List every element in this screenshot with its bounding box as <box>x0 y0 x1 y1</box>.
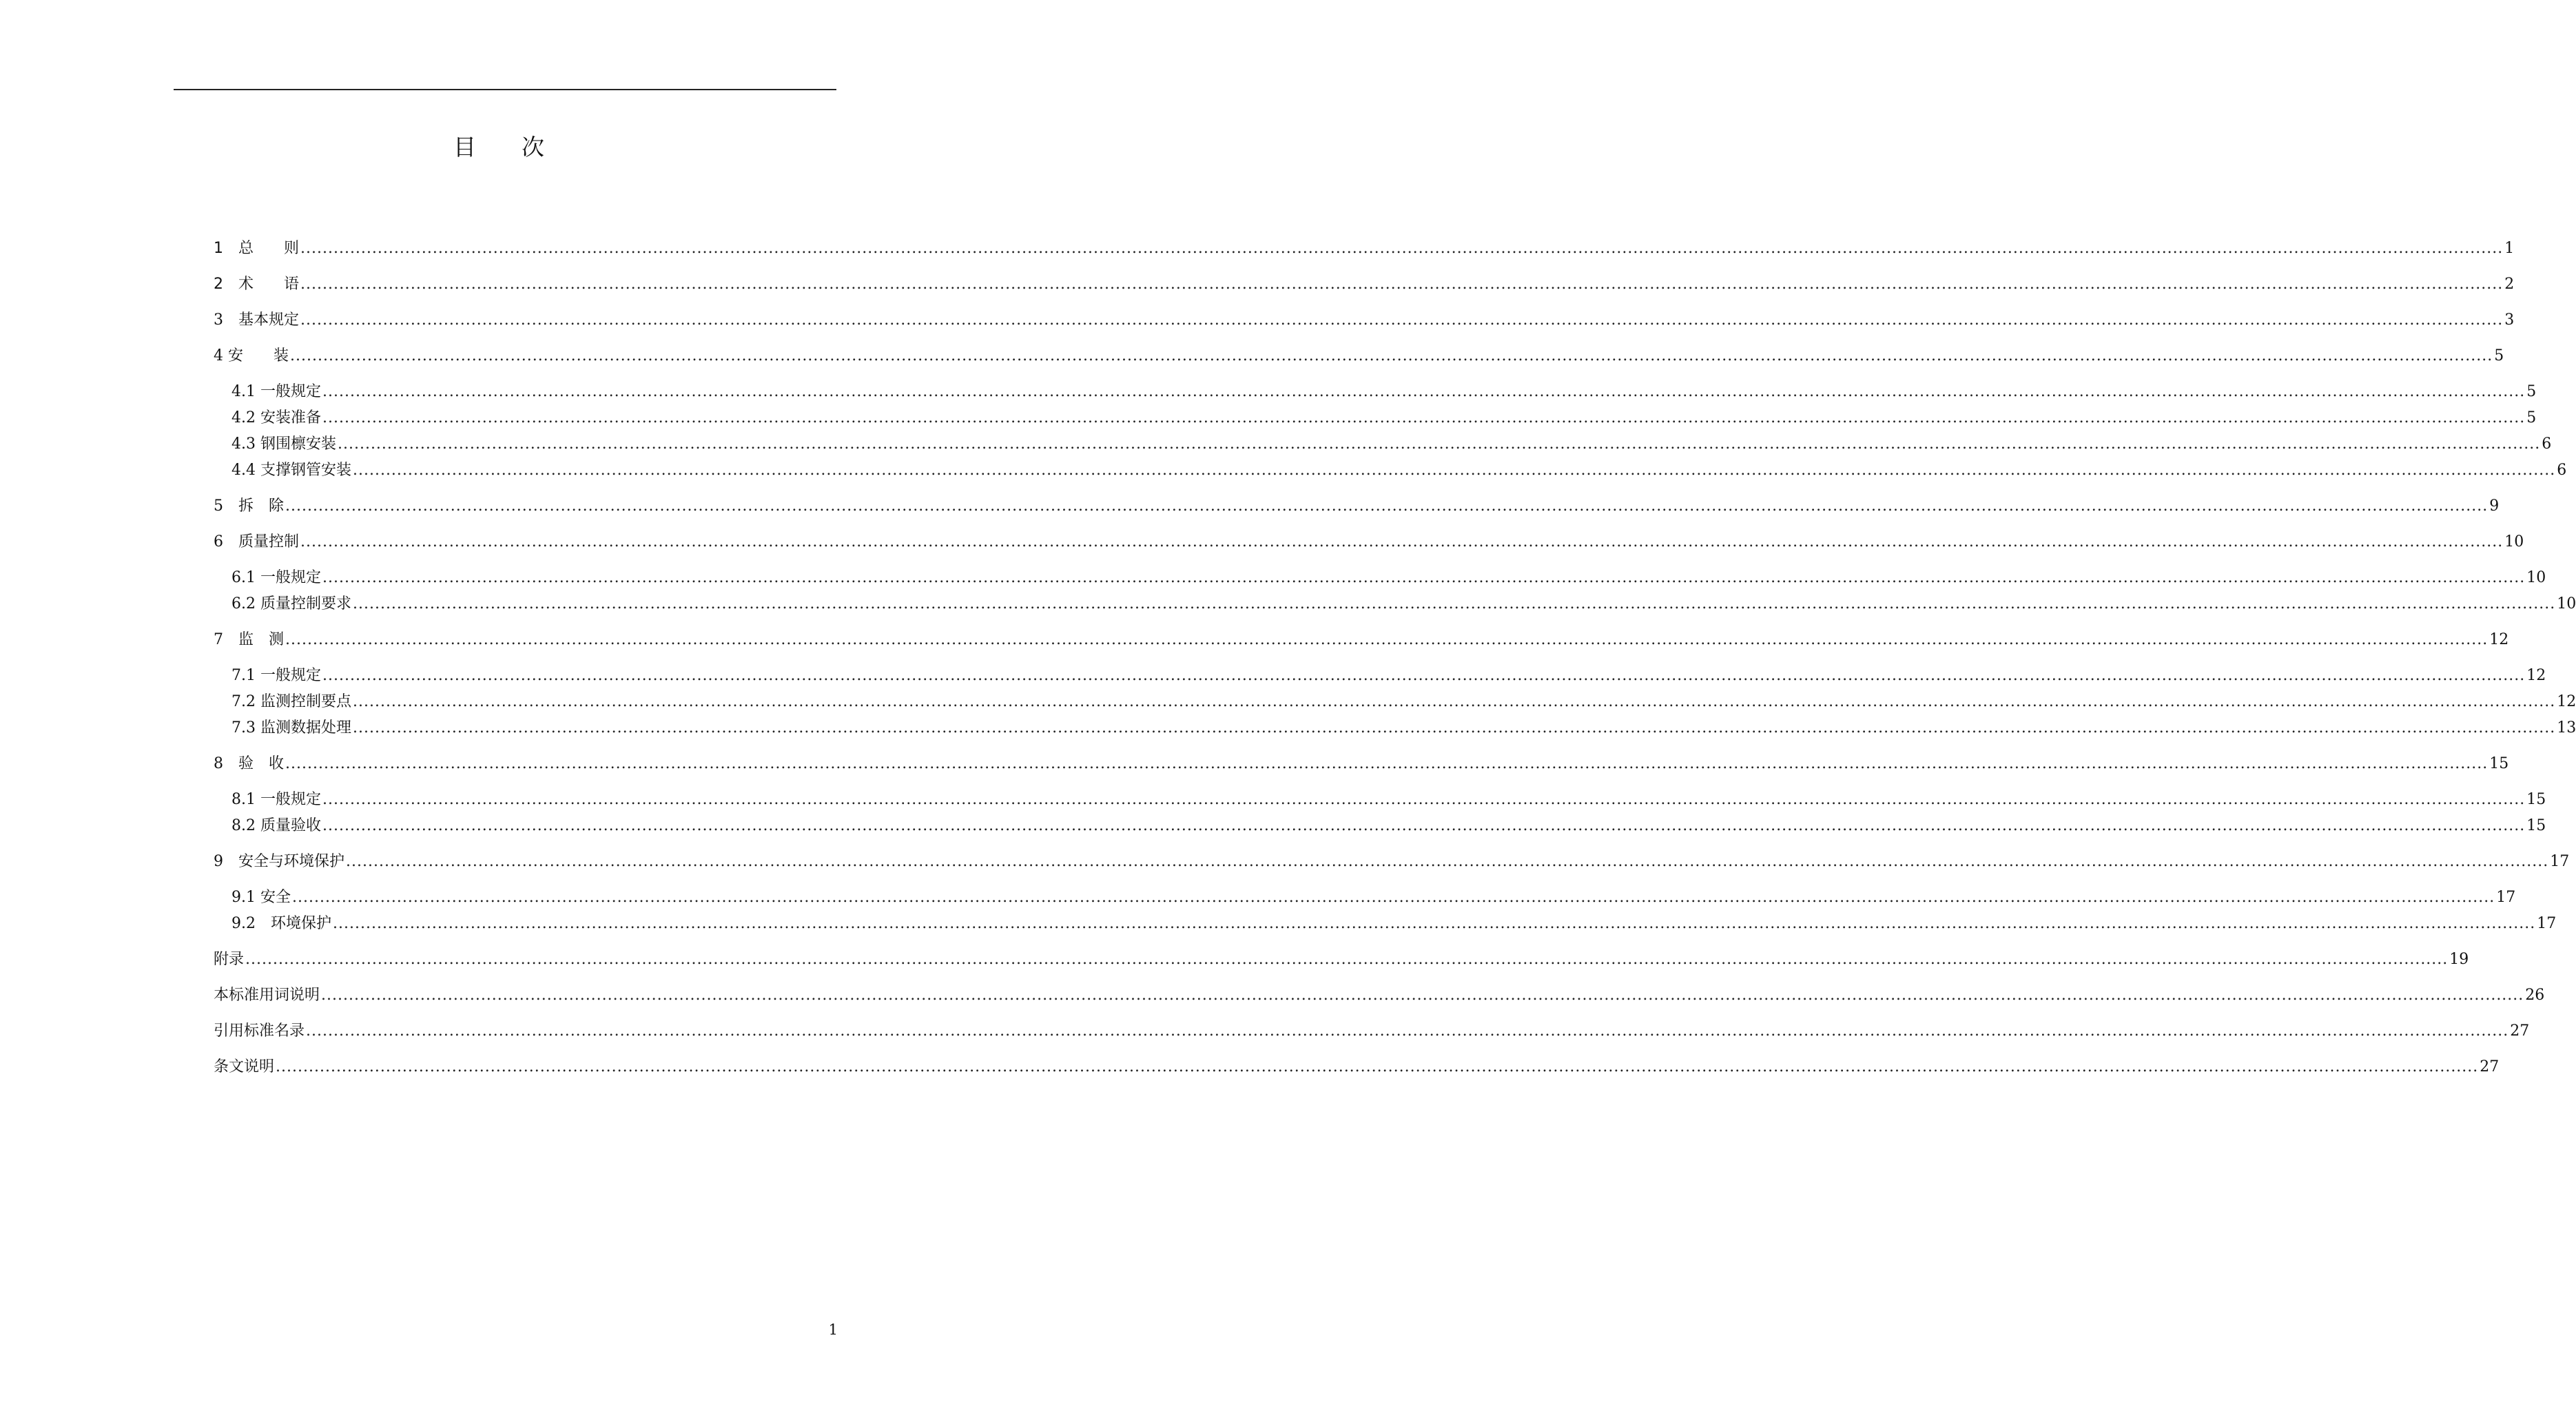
toc-entry-page: 15 <box>2489 755 2509 772</box>
toc-entry[interactable] <box>214 1055 2500 1078</box>
toc-entry-label: 4.3 钢围檩安装 <box>231 435 336 453</box>
toc-entry-label: 4.2 安装准备 <box>231 409 321 426</box>
toc-leader-dots: ................................................................................................................................................................................................................................................................................................................................................................................................................ <box>285 497 2489 515</box>
toc-leader-dots: ................................................................................................................................................................................................................................................................................................................................................................................................................ <box>300 533 2504 550</box>
toc-entry-page: 10 <box>2504 533 2524 550</box>
toc-entry-page: 5 <box>2526 383 2537 400</box>
toc-leader-dots: ................................................................................................................................................................................................................................................................................................................................................................................................................ <box>346 853 2549 870</box>
toc-entry-label: 6.1 一般规定 <box>231 569 321 586</box>
toc-entry[interactable] <box>214 1020 2530 1042</box>
toc-entry-page: 19 <box>2449 951 2469 968</box>
toc-leader-dots: ................................................................................................................................................................................................................................................................................................................................................................................................................ <box>291 889 2495 906</box>
toc-entry[interactable] <box>231 664 2546 686</box>
toc-entry-label: 引用标准名录 <box>214 1022 305 1040</box>
toc-entry[interactable] <box>231 459 2567 481</box>
toc-entry[interactable] <box>214 273 2515 295</box>
toc-entry-page: 15 <box>2526 817 2546 834</box>
toc-entry[interactable] <box>231 566 2546 588</box>
toc-entry-page: 9 <box>2489 497 2500 515</box>
toc-entry-label: 8.2 质量验收 <box>231 817 321 834</box>
toc-leader-dots: ................................................................................................................................................................................................................................................................................................................................................................................................................ <box>322 409 2526 426</box>
toc-entry-label: 附录 <box>214 951 245 968</box>
toc-entry-label: 9.2 环境保护 <box>231 915 331 932</box>
toc-leader-dots: ................................................................................................................................................................................................................................................................................................................................................................................................................ <box>300 276 2504 293</box>
toc-entry-page: 12 <box>2557 693 2576 710</box>
toc-entry-page: 17 <box>2537 915 2557 932</box>
toc-entry-page: 12 <box>2526 667 2546 684</box>
toc-leader-dots: ................................................................................................................................................................................................................................................................................................................................................................................................................ <box>352 462 2556 479</box>
toc-entry[interactable] <box>214 850 2570 872</box>
toc-entry[interactable] <box>231 433 2552 455</box>
toc-entry-page: 5 <box>2526 409 2537 426</box>
toc-entry-page: 17 <box>2496 889 2516 906</box>
toc-entry-page: 1 <box>2504 240 2515 257</box>
toc-entry-label: 3 基本规定 <box>214 311 299 329</box>
toc-leader-dots: ................................................................................................................................................................................................................................................................................................................................................................................................................ <box>322 383 2526 400</box>
toc-entry[interactable] <box>231 814 2546 836</box>
toc-leader-dots: ................................................................................................................................................................................................................................................................................................................................................................................................................ <box>300 311 2504 329</box>
toc-entry-label: 6.2 质量控制要求 <box>231 595 351 612</box>
page-number: 1 <box>828 1321 838 1338</box>
toc-leader-dots: ................................................................................................................................................................................................................................................................................................................................................................................................................ <box>285 631 2489 648</box>
toc-entry[interactable] <box>231 912 2557 934</box>
toc-leader-dots: ................................................................................................................................................................................................................................................................................................................................................................................................................ <box>322 569 2526 586</box>
toc-entry-page: 12 <box>2489 631 2509 648</box>
toc-entry-page: 6 <box>2542 435 2552 453</box>
toc-leader-dots: ................................................................................................................................................................................................................................................................................................................................................................................................................ <box>352 693 2556 710</box>
toc-entry-label: 7.1 一般规定 <box>231 667 321 684</box>
toc-leader-dots: ................................................................................................................................................................................................................................................................................................................................................................................................................ <box>322 791 2526 808</box>
toc-entry[interactable] <box>214 628 2509 650</box>
toc-entry-label: 9 安全与环境保护 <box>214 853 344 870</box>
toc-leader-dots: ................................................................................................................................................................................................................................................................................................................................................................................................................ <box>352 719 2556 737</box>
toc-title-char-2: 次 <box>522 134 544 161</box>
toc-entry-label: 4 安 装 <box>214 347 289 364</box>
toc-entry-label: 9.1 安全 <box>231 889 291 906</box>
toc-entry-page: 15 <box>2526 791 2546 808</box>
toc-entry[interactable] <box>214 309 2515 331</box>
toc-leader-dots: ................................................................................................................................................................................................................................................................................................................................................................................................................ <box>306 1022 2509 1040</box>
toc-entry[interactable] <box>231 690 2576 712</box>
toc-entry[interactable] <box>214 948 2469 970</box>
toc-leader-dots: ................................................................................................................................................................................................................................................................................................................................................................................................................ <box>321 987 2524 1004</box>
toc-entry-label: 4.4 支撑钢管安装 <box>231 462 351 479</box>
toc-leader-dots: ................................................................................................................................................................................................................................................................................................................................................................................................................ <box>352 595 2556 612</box>
toc-entry[interactable] <box>231 788 2546 810</box>
toc-entry-page: 2 <box>2504 276 2515 293</box>
toc-leader-dots: ................................................................................................................................................................................................................................................................................................................................................................................................................ <box>300 240 2504 257</box>
toc-entry-page: 5 <box>2494 347 2504 364</box>
toc-entry[interactable] <box>214 344 2504 367</box>
toc-entry-page: 3 <box>2504 311 2515 329</box>
toc-entry-label: 8.1 一般规定 <box>231 791 321 808</box>
toc-entry[interactable] <box>231 406 2537 429</box>
toc-entry-label: 7.3 监测数据处理 <box>231 719 351 737</box>
toc-leader-dots: ................................................................................................................................................................................................................................................................................................................................................................................................................ <box>276 1058 2479 1075</box>
toc-entry-label: 1 总 则 <box>214 240 299 257</box>
toc-entry[interactable] <box>214 495 2500 517</box>
toc-leader-dots: ................................................................................................................................................................................................................................................................................................................................................................................................................ <box>337 435 2541 453</box>
toc-entry-page: 10 <box>2526 569 2546 586</box>
toc-entry-label: 4.1 一般规定 <box>231 383 321 400</box>
toc-entry[interactable] <box>214 237 2515 259</box>
toc-entry-label: 条文说明 <box>214 1058 275 1075</box>
toc-entry-page: 17 <box>2550 853 2570 870</box>
toc-entry-label: 本标准用词说明 <box>214 987 320 1004</box>
toc-entry-label: 5 拆 除 <box>214 497 284 515</box>
toc-entry[interactable] <box>231 886 2516 908</box>
toc-entry-label: 7 监 测 <box>214 631 284 648</box>
toc-leader-dots: ................................................................................................................................................................................................................................................................................................................................................................................................................ <box>285 755 2489 772</box>
toc-entry-label: 7.2 监测控制要点 <box>231 693 351 710</box>
toc-title-char-1: 目 <box>453 134 476 161</box>
toc-entry-page: 26 <box>2525 987 2545 1004</box>
toc-entry-page: 13 <box>2557 719 2576 737</box>
toc-entry[interactable] <box>231 717 2576 739</box>
toc-entry[interactable] <box>231 593 2576 615</box>
toc-entry-page: 27 <box>2480 1058 2500 1075</box>
toc-entry-page: 27 <box>2510 1022 2530 1040</box>
toc-entry[interactable] <box>231 380 2537 402</box>
toc-entry[interactable] <box>214 984 2545 1006</box>
toc-entry-label: 8 验 收 <box>214 755 284 772</box>
toc-leader-dots: ................................................................................................................................................................................................................................................................................................................................................................................................................ <box>290 347 2493 364</box>
toc-entry-page: 10 <box>2557 595 2576 612</box>
toc-entry[interactable] <box>214 531 2524 553</box>
toc-entry[interactable] <box>214 752 2509 774</box>
toc-entry-label: 6 质量控制 <box>214 533 299 550</box>
toc-leader-dots: ................................................................................................................................................................................................................................................................................................................................................................................................................ <box>322 817 2526 834</box>
toc-leader-dots: ................................................................................................................................................................................................................................................................................................................................................................................................................ <box>245 951 2449 968</box>
toc-leader-dots: ................................................................................................................................................................................................................................................................................................................................................................................................................ <box>333 915 2536 932</box>
toc-entry-label: 2 术 语 <box>214 276 299 293</box>
toc-entry-page: 6 <box>2557 462 2567 479</box>
toc-leader-dots: ................................................................................................................................................................................................................................................................................................................................................................................................................ <box>322 667 2526 684</box>
